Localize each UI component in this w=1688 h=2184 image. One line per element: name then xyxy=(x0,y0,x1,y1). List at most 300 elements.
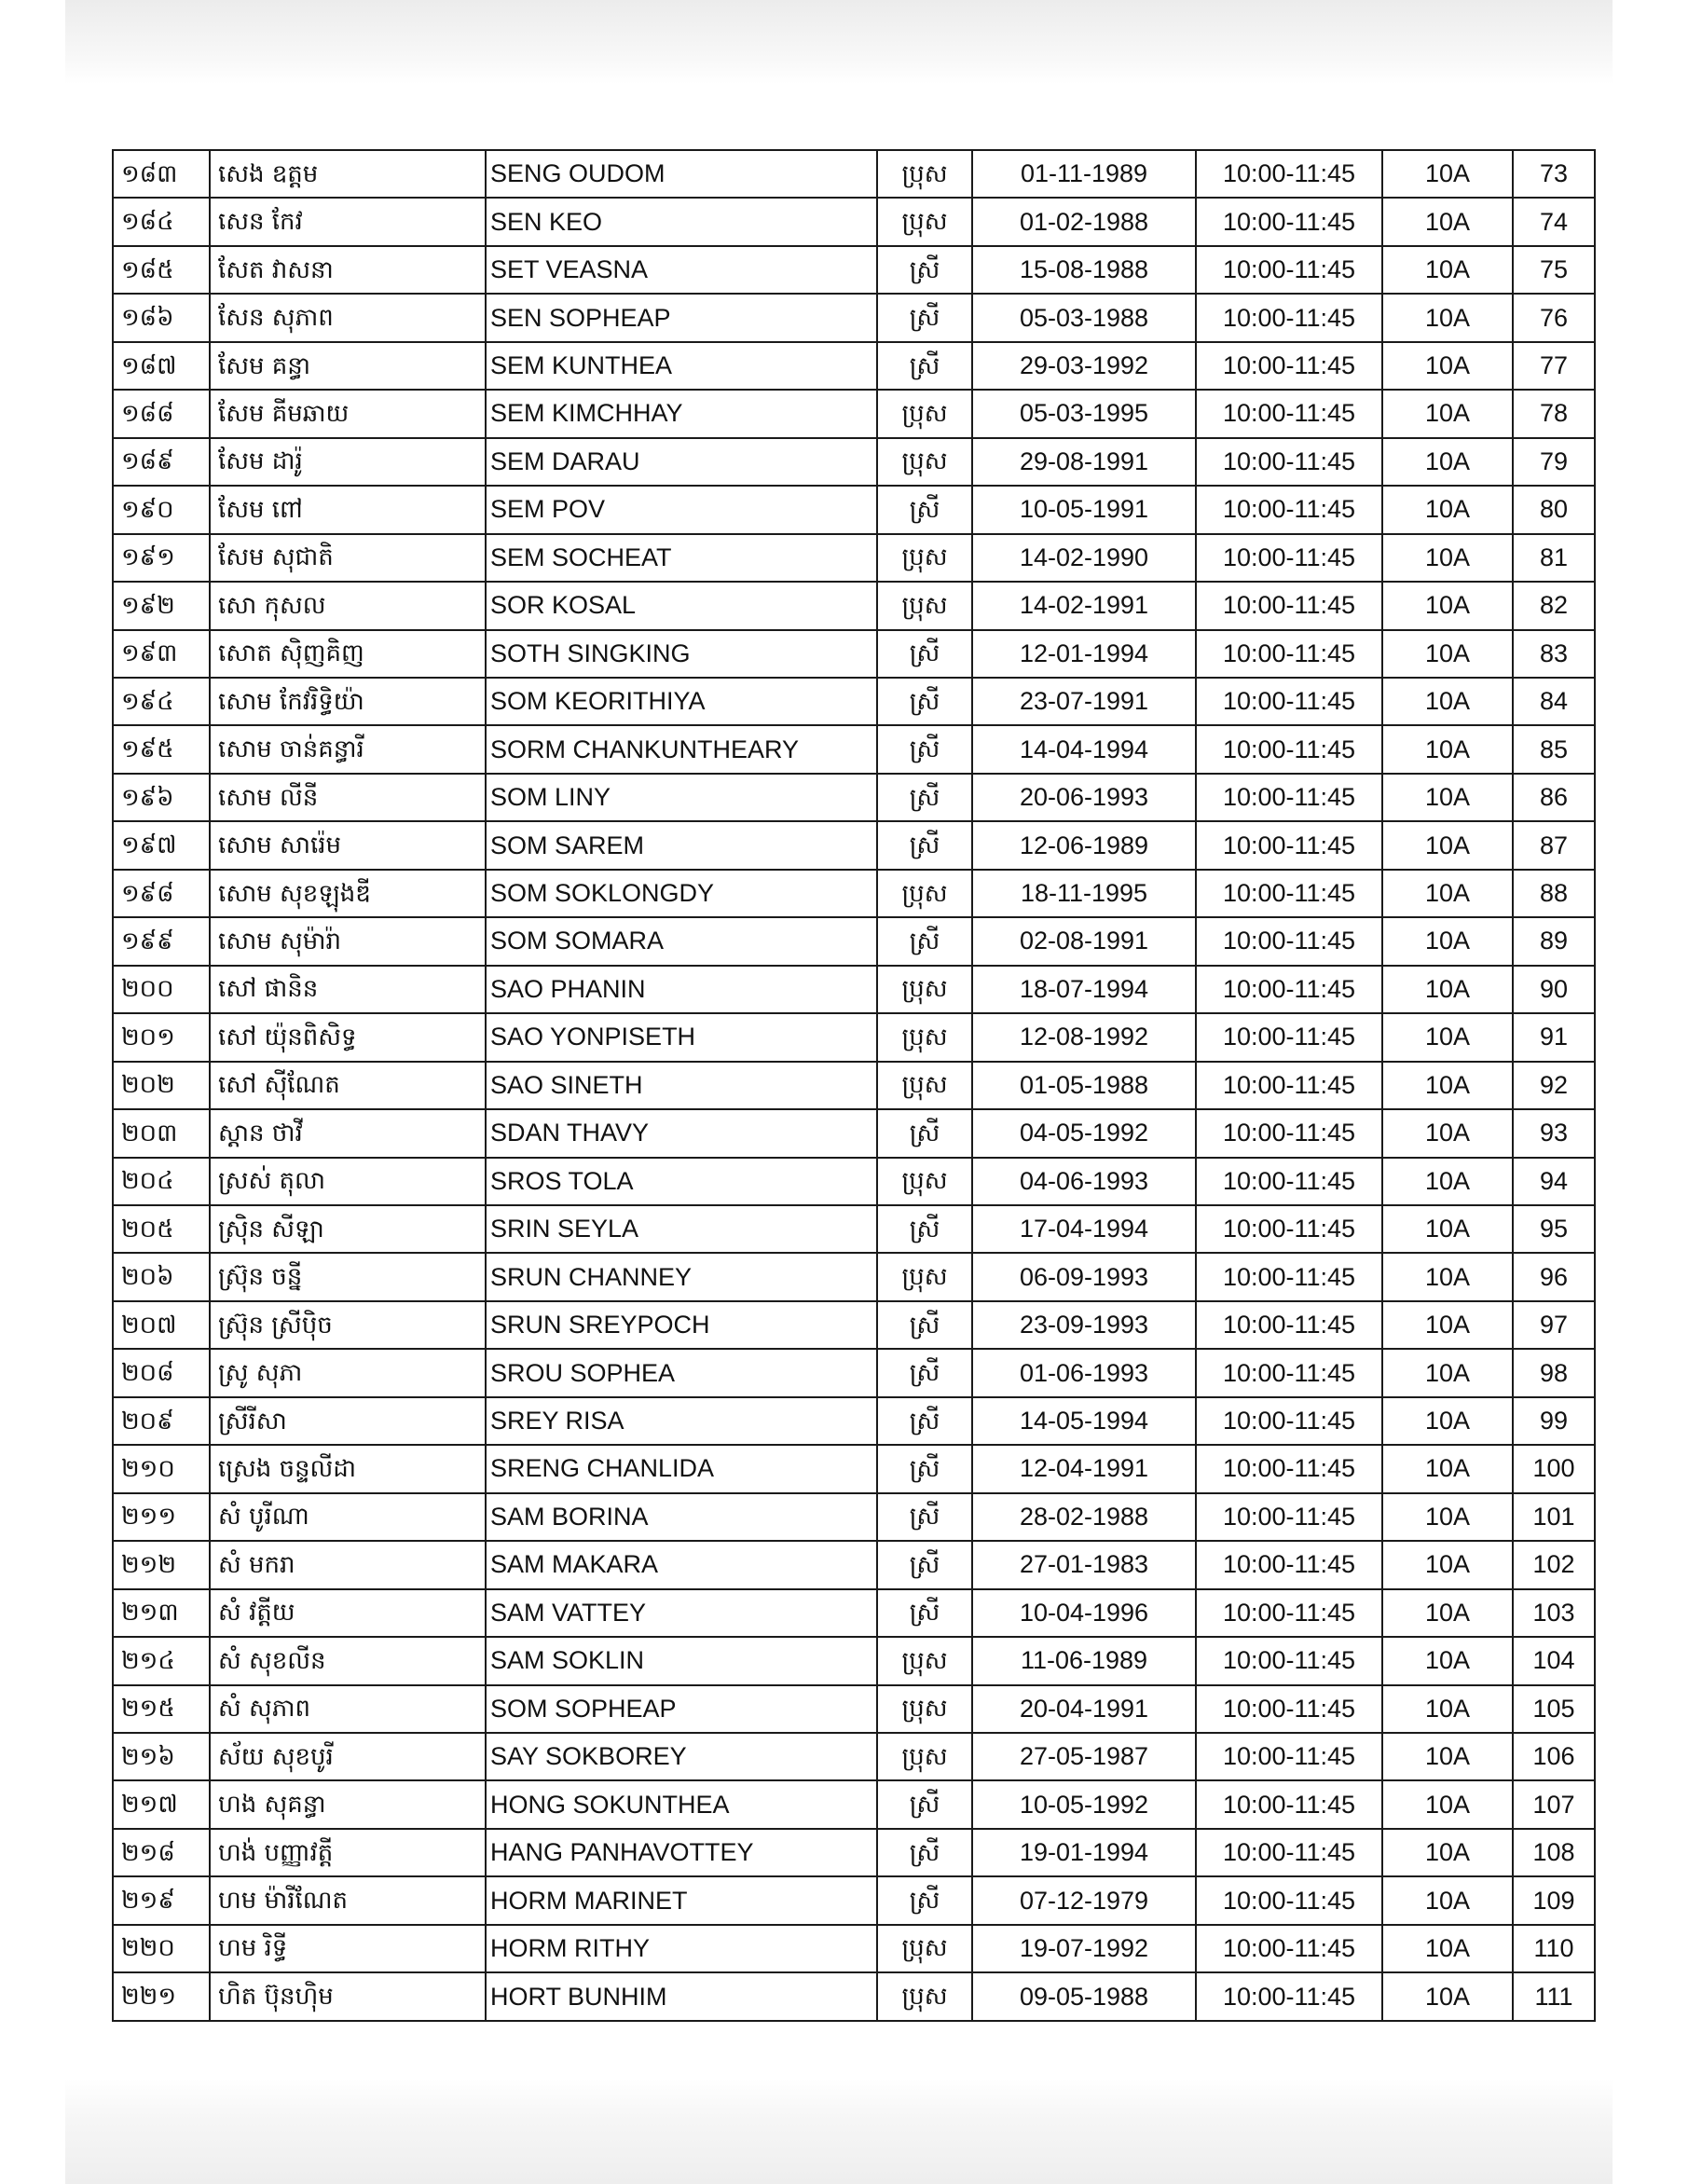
cell-exam-time: 10:00-11:45 xyxy=(1196,1589,1382,1637)
cell-name-khmer: សៅ យ៉ុនពិសិទ្ធ xyxy=(210,1013,486,1061)
cell-exam-time: 10:00-11:45 xyxy=(1196,198,1382,245)
cell-room: 10A xyxy=(1382,582,1513,629)
cell-exam-time: 10:00-11:45 xyxy=(1196,582,1382,629)
cell-exam-time: 10:00-11:45 xyxy=(1196,390,1382,437)
cell-name-khmer: ហង់ បញ្ញាវត្តី xyxy=(210,1829,486,1876)
cell-date-of-birth: 19-01-1994 xyxy=(972,1829,1196,1876)
cell-date-of-birth: 23-09-1993 xyxy=(972,1301,1196,1349)
cell-exam-time: 10:00-11:45 xyxy=(1196,774,1382,821)
cell-number: ១៨៥ xyxy=(113,246,210,294)
cell-room: 10A xyxy=(1382,390,1513,437)
cell-exam-time: 10:00-11:45 xyxy=(1196,1780,1382,1828)
table-row xyxy=(113,725,1595,773)
cell-date-of-birth: 12-04-1991 xyxy=(972,1445,1196,1492)
cell-seat-number: 99 xyxy=(1513,1397,1595,1445)
table-row xyxy=(113,390,1595,437)
cell-name-latin: SRENG CHANLIDA xyxy=(486,1445,877,1492)
table-row xyxy=(113,1445,1595,1492)
scan-shadow-top xyxy=(65,0,1613,84)
cell-date-of-birth: 09-05-1988 xyxy=(972,1972,1196,2021)
cell-number: ១៩៨ xyxy=(113,870,210,917)
cell-room: 10A xyxy=(1382,1541,1513,1588)
cell-name-khmer: សោម កែវរិទ្ធិយ៉ា xyxy=(210,678,486,725)
cell-number: ១៩២ xyxy=(113,582,210,629)
cell-room: 10A xyxy=(1382,630,1513,678)
cell-sex: ស្រី xyxy=(877,630,972,678)
cell-name-latin: SEN KEO xyxy=(486,198,877,245)
cell-sex: ស្រី xyxy=(877,294,972,341)
cell-seat-number: 106 xyxy=(1513,1733,1595,1780)
table-row xyxy=(113,1637,1595,1684)
cell-date-of-birth: 10-05-1992 xyxy=(972,1780,1196,1828)
table-row xyxy=(113,678,1595,725)
cell-seat-number: 88 xyxy=(1513,870,1595,917)
cell-seat-number: 87 xyxy=(1513,821,1595,869)
cell-sex: ស្រី xyxy=(877,725,972,773)
table-row xyxy=(113,1876,1595,1924)
table-row xyxy=(113,150,1595,198)
candidate-table xyxy=(112,149,1596,2022)
cell-exam-time: 10:00-11:45 xyxy=(1196,870,1382,917)
cell-date-of-birth: 14-04-1994 xyxy=(972,725,1196,773)
cell-room: 10A xyxy=(1382,917,1513,965)
cell-room: 10A xyxy=(1382,342,1513,390)
cell-seat-number: 82 xyxy=(1513,582,1595,629)
cell-room: 10A xyxy=(1382,1013,1513,1061)
cell-exam-time: 10:00-11:45 xyxy=(1196,342,1382,390)
cell-number: ២១៧ xyxy=(113,1780,210,1828)
cell-date-of-birth: 27-01-1983 xyxy=(972,1541,1196,1588)
cell-date-of-birth: 12-08-1992 xyxy=(972,1013,1196,1061)
cell-name-latin: SENG OUDOM xyxy=(486,150,877,198)
cell-number: ១៨៤ xyxy=(113,198,210,245)
cell-exam-time: 10:00-11:45 xyxy=(1196,1829,1382,1876)
table-row xyxy=(113,534,1595,582)
cell-seat-number: 80 xyxy=(1513,486,1595,533)
table-row xyxy=(113,438,1595,486)
cell-name-khmer: ស្រីរីសា xyxy=(210,1397,486,1445)
cell-name-khmer: សៅ ផានិន xyxy=(210,966,486,1013)
table-row xyxy=(113,774,1595,821)
cell-sex: ប្រុស xyxy=(877,966,972,1013)
cell-name-khmer: សំ បូរីណា xyxy=(210,1493,486,1541)
cell-sex: ប្រុស xyxy=(877,1253,972,1300)
cell-sex: ស្រី xyxy=(877,1829,972,1876)
cell-sex: ប្រុស xyxy=(877,198,972,245)
cell-seat-number: 77 xyxy=(1513,342,1595,390)
cell-name-khmer: ស្រ៊ុន ស្រីប៉ិច xyxy=(210,1301,486,1349)
table-row xyxy=(113,1013,1595,1061)
cell-name-latin: SAM BORINA xyxy=(486,1493,877,1541)
cell-room: 10A xyxy=(1382,150,1513,198)
cell-room: 10A xyxy=(1382,246,1513,294)
cell-sex: ស្រី xyxy=(877,1541,972,1588)
cell-name-latin: HORM RITHY xyxy=(486,1925,877,1972)
cell-name-khmer: ស្រ៊ិន សីឡា xyxy=(210,1205,486,1253)
cell-name-latin: SRUN CHANNEY xyxy=(486,1253,877,1300)
cell-date-of-birth: 05-03-1988 xyxy=(972,294,1196,341)
cell-exam-time: 10:00-11:45 xyxy=(1196,1013,1382,1061)
cell-date-of-birth: 23-07-1991 xyxy=(972,678,1196,725)
cell-name-khmer: សោម ចាន់គន្ធារី xyxy=(210,725,486,773)
table-row xyxy=(113,1109,1595,1157)
cell-room: 10A xyxy=(1382,1589,1513,1637)
cell-sex: ស្រី xyxy=(877,1109,972,1157)
cell-exam-time: 10:00-11:45 xyxy=(1196,630,1382,678)
cell-date-of-birth: 18-11-1995 xyxy=(972,870,1196,917)
cell-room: 10A xyxy=(1382,1109,1513,1157)
table-row xyxy=(113,198,1595,245)
cell-sex: ស្រី xyxy=(877,1445,972,1492)
table-row xyxy=(113,486,1595,533)
cell-date-of-birth: 28-02-1988 xyxy=(972,1493,1196,1541)
cell-number: ១៩១ xyxy=(113,534,210,582)
cell-sex: ប្រុស xyxy=(877,582,972,629)
cell-number: ១៩០ xyxy=(113,486,210,533)
cell-exam-time: 10:00-11:45 xyxy=(1196,1972,1382,2021)
table-row xyxy=(113,917,1595,965)
cell-exam-time: 10:00-11:45 xyxy=(1196,1205,1382,1253)
cell-number: ២០៥ xyxy=(113,1205,210,1253)
cell-name-khmer: សោម សុខឡុងឌី xyxy=(210,870,486,917)
cell-date-of-birth: 29-03-1992 xyxy=(972,342,1196,390)
cell-room: 10A xyxy=(1382,1829,1513,1876)
cell-number: ១៨៣ xyxy=(113,150,210,198)
cell-room: 10A xyxy=(1382,966,1513,1013)
cell-sex: ស្រី xyxy=(877,774,972,821)
cell-name-latin: SAY SOKBOREY xyxy=(486,1733,877,1780)
cell-number: ២១៦ xyxy=(113,1733,210,1780)
cell-number: ២០៦ xyxy=(113,1253,210,1300)
cell-room: 10A xyxy=(1382,1349,1513,1396)
cell-seat-number: 78 xyxy=(1513,390,1595,437)
cell-sex: ប្រុស xyxy=(877,1972,972,2021)
cell-seat-number: 73 xyxy=(1513,150,1595,198)
cell-exam-time: 10:00-11:45 xyxy=(1196,1301,1382,1349)
cell-number: ២០៩ xyxy=(113,1397,210,1445)
cell-name-latin: SAM MAKARA xyxy=(486,1541,877,1588)
cell-date-of-birth: 19-07-1992 xyxy=(972,1925,1196,1972)
cell-name-latin: HORT BUNHIM xyxy=(486,1972,877,2021)
cell-date-of-birth: 12-01-1994 xyxy=(972,630,1196,678)
cell-seat-number: 83 xyxy=(1513,630,1595,678)
cell-room: 10A xyxy=(1382,294,1513,341)
cell-name-latin: SAO PHANIN xyxy=(486,966,877,1013)
cell-name-khmer: សែត វាសនា xyxy=(210,246,486,294)
cell-name-khmer: សែម សុជាតិ xyxy=(210,534,486,582)
cell-name-khmer: សែម គីមឆាយ xyxy=(210,390,486,437)
cell-exam-time: 10:00-11:45 xyxy=(1196,294,1382,341)
cell-date-of-birth: 15-08-1988 xyxy=(972,246,1196,294)
cell-room: 10A xyxy=(1382,1205,1513,1253)
cell-name-latin: SEM DARAU xyxy=(486,438,877,486)
table-row xyxy=(113,966,1595,1013)
cell-number: ២០៧ xyxy=(113,1301,210,1349)
cell-date-of-birth: 17-04-1994 xyxy=(972,1205,1196,1253)
cell-seat-number: 95 xyxy=(1513,1205,1595,1253)
cell-exam-time: 10:00-11:45 xyxy=(1196,150,1382,198)
cell-date-of-birth: 10-05-1991 xyxy=(972,486,1196,533)
cell-seat-number: 74 xyxy=(1513,198,1595,245)
table-row xyxy=(113,1158,1595,1205)
cell-room: 10A xyxy=(1382,1445,1513,1492)
cell-date-of-birth: 01-11-1989 xyxy=(972,150,1196,198)
cell-room: 10A xyxy=(1382,438,1513,486)
cell-sex: ស្រី xyxy=(877,246,972,294)
cell-name-latin: SOM KEORITHIYA xyxy=(486,678,877,725)
cell-exam-time: 10:00-11:45 xyxy=(1196,1062,1382,1109)
cell-name-latin: SEN SOPHEAP xyxy=(486,294,877,341)
cell-date-of-birth: 18-07-1994 xyxy=(972,966,1196,1013)
cell-sex: ប្រុស xyxy=(877,1158,972,1205)
cell-room: 10A xyxy=(1382,198,1513,245)
table-row xyxy=(113,294,1595,341)
cell-sex: ស្រី xyxy=(877,1589,972,1637)
cell-date-of-birth: 14-02-1990 xyxy=(972,534,1196,582)
cell-number: ២០៣ xyxy=(113,1109,210,1157)
cell-name-khmer: ហម រិទ្ធី xyxy=(210,1925,486,1972)
cell-name-latin: SDAN THAVY xyxy=(486,1109,877,1157)
cell-room: 10A xyxy=(1382,821,1513,869)
cell-sex: ប្រុស xyxy=(877,1637,972,1684)
table-row xyxy=(113,1972,1595,2021)
table-row xyxy=(113,1205,1595,1253)
cell-name-khmer: សេន កែវ xyxy=(210,198,486,245)
cell-sex: ស្រី xyxy=(877,1205,972,1253)
cell-seat-number: 81 xyxy=(1513,534,1595,582)
cell-date-of-birth: 07-12-1979 xyxy=(972,1876,1196,1924)
cell-name-latin: SAM VATTEY xyxy=(486,1589,877,1637)
cell-sex: ប្រុស xyxy=(877,438,972,486)
cell-seat-number: 86 xyxy=(1513,774,1595,821)
cell-exam-time: 10:00-11:45 xyxy=(1196,678,1382,725)
table-row xyxy=(113,582,1595,629)
cell-name-khmer: សែម គន្ធា xyxy=(210,342,486,390)
table-row xyxy=(113,1685,1595,1733)
cell-number: ២១៣ xyxy=(113,1589,210,1637)
cell-name-latin: SOR KOSAL xyxy=(486,582,877,629)
table-row xyxy=(113,1349,1595,1396)
cell-room: 10A xyxy=(1382,725,1513,773)
cell-number: ២០២ xyxy=(113,1062,210,1109)
cell-seat-number: 85 xyxy=(1513,725,1595,773)
cell-date-of-birth: 01-06-1993 xyxy=(972,1349,1196,1396)
cell-seat-number: 79 xyxy=(1513,438,1595,486)
cell-date-of-birth: 05-03-1995 xyxy=(972,390,1196,437)
cell-room: 10A xyxy=(1382,1158,1513,1205)
cell-exam-time: 10:00-11:45 xyxy=(1196,917,1382,965)
cell-name-khmer: ហង សុគន្ធា xyxy=(210,1780,486,1828)
cell-room: 10A xyxy=(1382,1301,1513,1349)
cell-room: 10A xyxy=(1382,486,1513,533)
cell-number: ២០៨ xyxy=(113,1349,210,1396)
cell-sex: ប្រុស xyxy=(877,1062,972,1109)
table-row xyxy=(113,1253,1595,1300)
cell-name-latin: HONG SOKUNTHEA xyxy=(486,1780,877,1828)
cell-room: 10A xyxy=(1382,774,1513,821)
table-row xyxy=(113,246,1595,294)
table-row xyxy=(113,1301,1595,1349)
cell-name-khmer: ស័យ សុខបូរី xyxy=(210,1733,486,1780)
cell-exam-time: 10:00-11:45 xyxy=(1196,486,1382,533)
table-row xyxy=(113,1780,1595,1828)
cell-name-khmer: សំ មករា xyxy=(210,1541,486,1588)
cell-exam-time: 10:00-11:45 xyxy=(1196,1541,1382,1588)
cell-number: ១៨៦ xyxy=(113,294,210,341)
cell-date-of-birth: 04-06-1993 xyxy=(972,1158,1196,1205)
cell-exam-time: 10:00-11:45 xyxy=(1196,1445,1382,1492)
cell-name-latin: SORM CHANKUNTHEARY xyxy=(486,725,877,773)
cell-sex: ស្រី xyxy=(877,1876,972,1924)
cell-exam-time: 10:00-11:45 xyxy=(1196,725,1382,773)
cell-name-latin: SROU SOPHEA xyxy=(486,1349,877,1396)
cell-date-of-birth: 20-06-1993 xyxy=(972,774,1196,821)
cell-name-khmer: ហិត ប៊ុនហ៊ិម xyxy=(210,1972,486,2021)
cell-exam-time: 10:00-11:45 xyxy=(1196,821,1382,869)
cell-sex: ប្រុស xyxy=(877,1733,972,1780)
cell-sex: ប្រុស xyxy=(877,534,972,582)
cell-exam-time: 10:00-11:45 xyxy=(1196,438,1382,486)
cell-number: ២១១ xyxy=(113,1493,210,1541)
cell-name-latin: SOM SOPHEAP xyxy=(486,1685,877,1733)
cell-sex: ស្រី xyxy=(877,917,972,965)
cell-date-of-birth: 01-02-1988 xyxy=(972,198,1196,245)
cell-room: 10A xyxy=(1382,1925,1513,1972)
cell-exam-time: 10:00-11:45 xyxy=(1196,534,1382,582)
cell-number: ២១៥ xyxy=(113,1685,210,1733)
cell-name-latin: SEM POV xyxy=(486,486,877,533)
cell-seat-number: 108 xyxy=(1513,1829,1595,1876)
cell-room: 10A xyxy=(1382,1253,1513,1300)
cell-seat-number: 94 xyxy=(1513,1158,1595,1205)
cell-sex: ប្រុស xyxy=(877,1685,972,1733)
cell-date-of-birth: 14-05-1994 xyxy=(972,1397,1196,1445)
cell-date-of-birth: 04-05-1992 xyxy=(972,1109,1196,1157)
cell-number: ២១៨ xyxy=(113,1829,210,1876)
cell-sex: ប្រុស xyxy=(877,390,972,437)
cell-name-latin: SAO SINETH xyxy=(486,1062,877,1109)
cell-number: ២១២ xyxy=(113,1541,210,1588)
cell-exam-time: 10:00-11:45 xyxy=(1196,1637,1382,1684)
cell-name-latin: SOM SAREM xyxy=(486,821,877,869)
cell-seat-number: 84 xyxy=(1513,678,1595,725)
cell-seat-number: 93 xyxy=(1513,1109,1595,1157)
cell-date-of-birth: 10-04-1996 xyxy=(972,1589,1196,1637)
cell-exam-time: 10:00-11:45 xyxy=(1196,966,1382,1013)
cell-name-latin: SEM KUNTHEA xyxy=(486,342,877,390)
cell-room: 10A xyxy=(1382,1780,1513,1828)
cell-room: 10A xyxy=(1382,678,1513,725)
cell-number: ១៩៥ xyxy=(113,725,210,773)
cell-name-latin: SEM KIMCHHAY xyxy=(486,390,877,437)
cell-name-khmer: ស្រស់ តុលា xyxy=(210,1158,486,1205)
cell-number: ២០៤ xyxy=(113,1158,210,1205)
table-row xyxy=(113,630,1595,678)
cell-seat-number: 105 xyxy=(1513,1685,1595,1733)
cell-number: ២២១ xyxy=(113,1972,210,2021)
cell-sex: ស្រី xyxy=(877,1493,972,1541)
cell-date-of-birth: 11-06-1989 xyxy=(972,1637,1196,1684)
cell-seat-number: 102 xyxy=(1513,1541,1595,1588)
scan-shadow-bottom xyxy=(65,2079,1613,2184)
cell-sex: ស្រី xyxy=(877,678,972,725)
table-row xyxy=(113,1493,1595,1541)
cell-name-latin: SAO YONPISETH xyxy=(486,1013,877,1061)
cell-number: ២០១ xyxy=(113,1013,210,1061)
cell-exam-time: 10:00-11:45 xyxy=(1196,1109,1382,1157)
cell-sex: ស្រី xyxy=(877,1349,972,1396)
cell-name-khmer: សោ កុសល xyxy=(210,582,486,629)
cell-number: ១៩៣ xyxy=(113,630,210,678)
cell-seat-number: 101 xyxy=(1513,1493,1595,1541)
cell-number: ១៨៧ xyxy=(113,342,210,390)
cell-date-of-birth: 20-04-1991 xyxy=(972,1685,1196,1733)
cell-sex: ស្រី xyxy=(877,1397,972,1445)
cell-name-latin: SROS TOLA xyxy=(486,1158,877,1205)
cell-exam-time: 10:00-11:45 xyxy=(1196,1397,1382,1445)
cell-seat-number: 96 xyxy=(1513,1253,1595,1300)
cell-name-latin: SOM SOMARA xyxy=(486,917,877,965)
cell-exam-time: 10:00-11:45 xyxy=(1196,246,1382,294)
cell-date-of-birth: 27-05-1987 xyxy=(972,1733,1196,1780)
cell-sex: ស្រី xyxy=(877,1780,972,1828)
cell-date-of-birth: 14-02-1991 xyxy=(972,582,1196,629)
cell-seat-number: 104 xyxy=(1513,1637,1595,1684)
cell-name-khmer: ហម ម៉ារីណែត xyxy=(210,1876,486,1924)
cell-sex: ស្រី xyxy=(877,821,972,869)
cell-name-latin: SOTH SINGKING xyxy=(486,630,877,678)
cell-seat-number: 76 xyxy=(1513,294,1595,341)
cell-name-khmer: សោម សារ៉េម xyxy=(210,821,486,869)
cell-date-of-birth: 01-05-1988 xyxy=(972,1062,1196,1109)
cell-name-khmer: សែម ពៅ xyxy=(210,486,486,533)
cell-sex: ស្រី xyxy=(877,486,972,533)
cell-exam-time: 10:00-11:45 xyxy=(1196,1925,1382,1972)
cell-room: 10A xyxy=(1382,1062,1513,1109)
cell-name-khmer: ស្រេង ចន្ទលីដា xyxy=(210,1445,486,1492)
cell-room: 10A xyxy=(1382,870,1513,917)
cell-exam-time: 10:00-11:45 xyxy=(1196,1349,1382,1396)
cell-sex: ស្រី xyxy=(877,1301,972,1349)
cell-name-khmer: សោត ស៊ិញគិញ xyxy=(210,630,486,678)
cell-exam-time: 10:00-11:45 xyxy=(1196,1158,1382,1205)
cell-number: ១៨៨ xyxy=(113,390,210,437)
table-row xyxy=(113,1589,1595,1637)
cell-seat-number: 97 xyxy=(1513,1301,1595,1349)
cell-name-latin: HORM MARINET xyxy=(486,1876,877,1924)
table-row xyxy=(113,1733,1595,1780)
cell-name-latin: SOM LINY xyxy=(486,774,877,821)
cell-exam-time: 10:00-11:45 xyxy=(1196,1253,1382,1300)
cell-name-khmer: សៅ ស៊ីណែត xyxy=(210,1062,486,1109)
cell-name-khmer: សែន សុភាព xyxy=(210,294,486,341)
cell-sex: ស្រី xyxy=(877,342,972,390)
cell-seat-number: 89 xyxy=(1513,917,1595,965)
cell-number: ១៩៧ xyxy=(113,821,210,869)
candidate-table-body xyxy=(113,150,1595,2021)
cell-seat-number: 107 xyxy=(1513,1780,1595,1828)
cell-name-latin: SET VEASNA xyxy=(486,246,877,294)
cell-exam-time: 10:00-11:45 xyxy=(1196,1733,1382,1780)
table-row xyxy=(113,1397,1595,1445)
cell-name-khmer: សំ សុខលីន xyxy=(210,1637,486,1684)
cell-name-khmer: ស្ដាន ថាវី xyxy=(210,1109,486,1157)
table-row xyxy=(113,1829,1595,1876)
cell-seat-number: 109 xyxy=(1513,1876,1595,1924)
cell-seat-number: 100 xyxy=(1513,1445,1595,1492)
cell-name-khmer: សំ សុភាព xyxy=(210,1685,486,1733)
table-row xyxy=(113,342,1595,390)
